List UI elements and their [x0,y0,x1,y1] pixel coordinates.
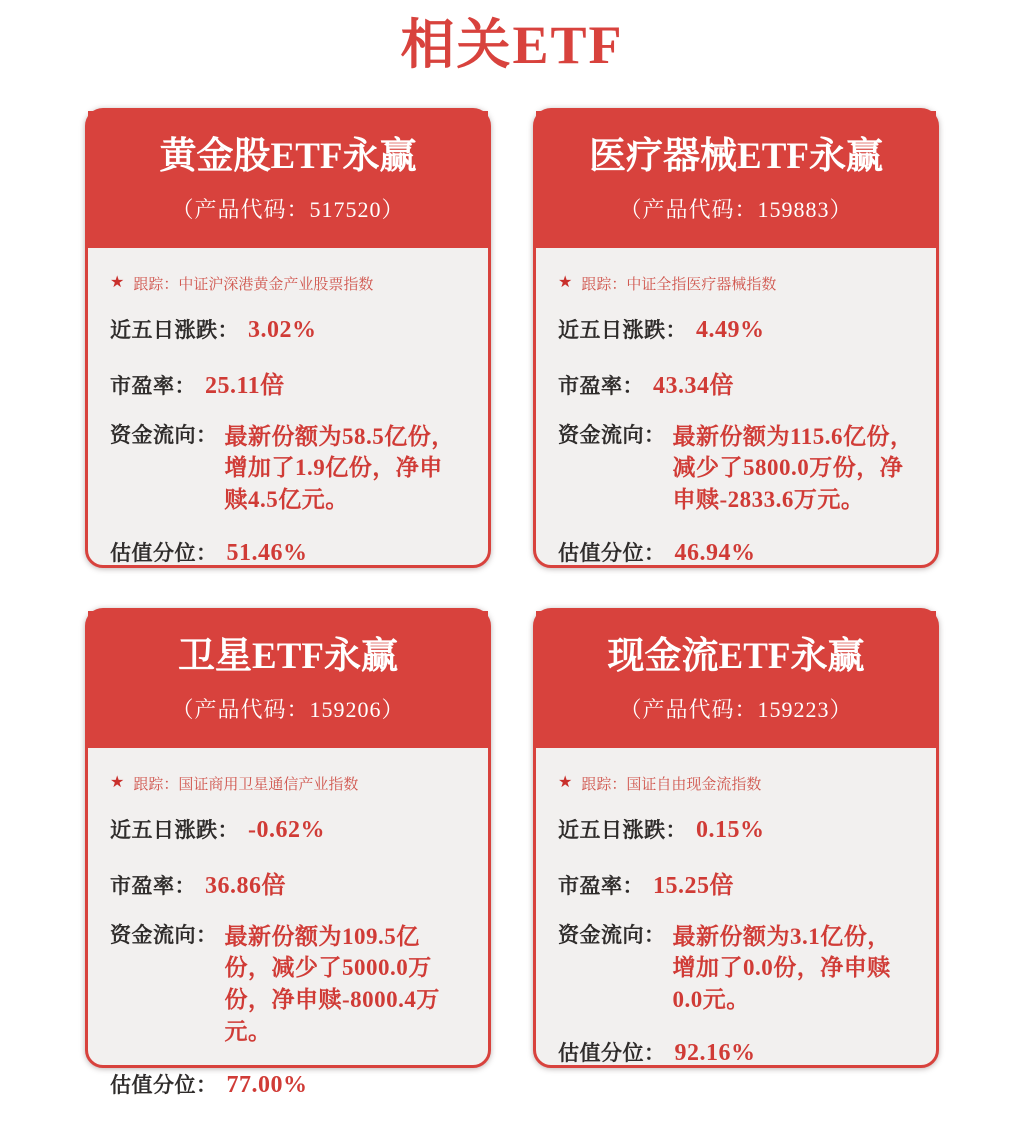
pe-value: 15.25倍 [653,872,734,899]
track-index: 国证自由现金流指数 [626,775,762,793]
metric-row-fund-flow [110,421,466,516]
card-body [88,248,488,606]
track-line [110,273,466,294]
fund-flow-label: 资金流向： [110,923,218,947]
metric-row-pe [110,865,466,900]
card-body [536,248,936,606]
product-code-prefix: （产品代码： [619,696,758,722]
five-day-value: 0.15% [696,816,765,843]
metric-row-fund-flow [110,921,466,1048]
product-code-line [544,693,928,724]
card-header [536,111,936,248]
fund-flow-label: 资金流向： [110,423,218,447]
fund-flow-value: 最新份额为3.1亿份，增加了0.0份，净申赎0.0元。 [672,923,891,1013]
valuation-label: 估值分位： [558,541,666,565]
five-day-label: 近五日涨跌： [558,818,687,842]
metric-row-valuation [110,1069,466,1099]
track-label: 跟踪： [133,775,179,793]
metric-row-valuation [110,537,466,567]
etf-card-gold-stock [85,108,491,568]
card-body [536,748,936,1106]
card-title: 现金流ETF永赢 [607,636,865,677]
metric-row-pe [558,865,914,900]
five-day-value: -0.62% [248,816,325,843]
product-code-prefix: （产品代码： [171,196,310,222]
product-code-prefix: （产品代码： [171,696,310,722]
etf-card-cash-flow [533,608,939,1068]
fund-flow-value: 最新份额为109.5亿份，减少了5000.0万份，净申赎-8000.4万元。 [224,923,440,1044]
pe-label: 市盈率： [558,374,644,398]
pe-label: 市盈率： [110,874,196,898]
product-code-suffix: ） [829,696,853,722]
pe-value: 36.86倍 [205,872,286,899]
track-index: 中证沪深港黄金产业股票指数 [178,275,374,293]
track-index: 国证商用卫星通信产业指数 [178,775,359,793]
etf-card-satellite [85,608,491,1098]
product-code-line [96,193,480,224]
pe-value: 25.11倍 [205,372,285,399]
five-day-label: 近五日涨跌： [558,318,687,342]
pe-label: 市盈率： [558,874,644,898]
product-code-prefix: （产品代码： [619,196,758,222]
product-code-suffix: ） [381,196,405,222]
card-title: 医疗器械ETF永赢 [589,136,883,177]
etf-card-medical-devices [533,108,939,568]
pe-value: 43.34倍 [653,372,734,399]
fund-flow-value: 最新份额为58.5亿份，增加了1.9亿份，净申赎4.5亿元。 [224,423,455,513]
valuation-value: 92.16% [674,1039,756,1066]
card-header [88,111,488,248]
fund-flow-value: 最新份额为115.6亿份，减少了5800.0万份，净申赎-2833.6万元。 [672,423,914,513]
card-header [88,611,488,748]
five-day-value: 3.02% [248,316,317,343]
valuation-value: 51.46% [226,539,308,566]
five-day-label: 近五日涨跌： [110,318,239,342]
valuation-value: 77.00% [226,1071,308,1098]
page-title: 相关ETF [400,15,624,75]
track-label: 跟踪： [581,775,627,793]
star-icon: ★ [110,774,125,792]
valuation-label: 估值分位： [558,1041,666,1065]
product-code-line [96,693,480,724]
star-icon: ★ [110,274,125,292]
track-label: 跟踪： [133,275,179,293]
fund-flow-label: 资金流向： [558,423,666,447]
metric-row-fund-flow [558,421,914,516]
track-label: 跟踪： [581,275,627,293]
valuation-label: 估值分位： [110,1073,218,1097]
pe-label: 市盈率： [110,374,196,398]
five-day-label: 近五日涨跌： [110,818,239,842]
fund-flow-label: 资金流向： [558,923,666,947]
metric-row-fund-flow [558,921,914,1016]
product-code: 159883 [757,196,830,222]
track-line [110,773,466,794]
star-icon: ★ [558,774,573,792]
card-title: 卫星ETF永赢 [178,636,398,677]
card-header [536,611,936,748]
product-code-suffix: ） [381,696,405,722]
track-index: 中证全指医疗器械指数 [626,275,777,293]
card-title: 黄金股ETF永赢 [159,136,417,177]
metric-row-five-day [558,314,914,344]
track-line [558,273,914,294]
metric-row-five-day [110,314,466,344]
valuation-label: 估值分位： [110,541,218,565]
metric-row-valuation [558,1037,914,1067]
product-code: 517520 [309,196,382,222]
product-code-line [544,193,928,224]
metric-row-five-day [110,814,466,844]
metric-row-pe [558,365,914,400]
metric-row-five-day [558,814,914,844]
track-line [558,773,914,794]
product-code-suffix: ） [829,196,853,222]
star-icon: ★ [558,274,573,292]
metric-row-valuation [558,537,914,567]
five-day-value: 4.49% [696,316,765,343]
product-code: 159223 [757,696,830,722]
etf-card-grid [0,72,1024,1098]
card-body [88,748,488,1138]
product-code: 159206 [309,696,382,722]
valuation-value: 46.94% [674,539,756,566]
metric-row-pe [110,365,466,400]
